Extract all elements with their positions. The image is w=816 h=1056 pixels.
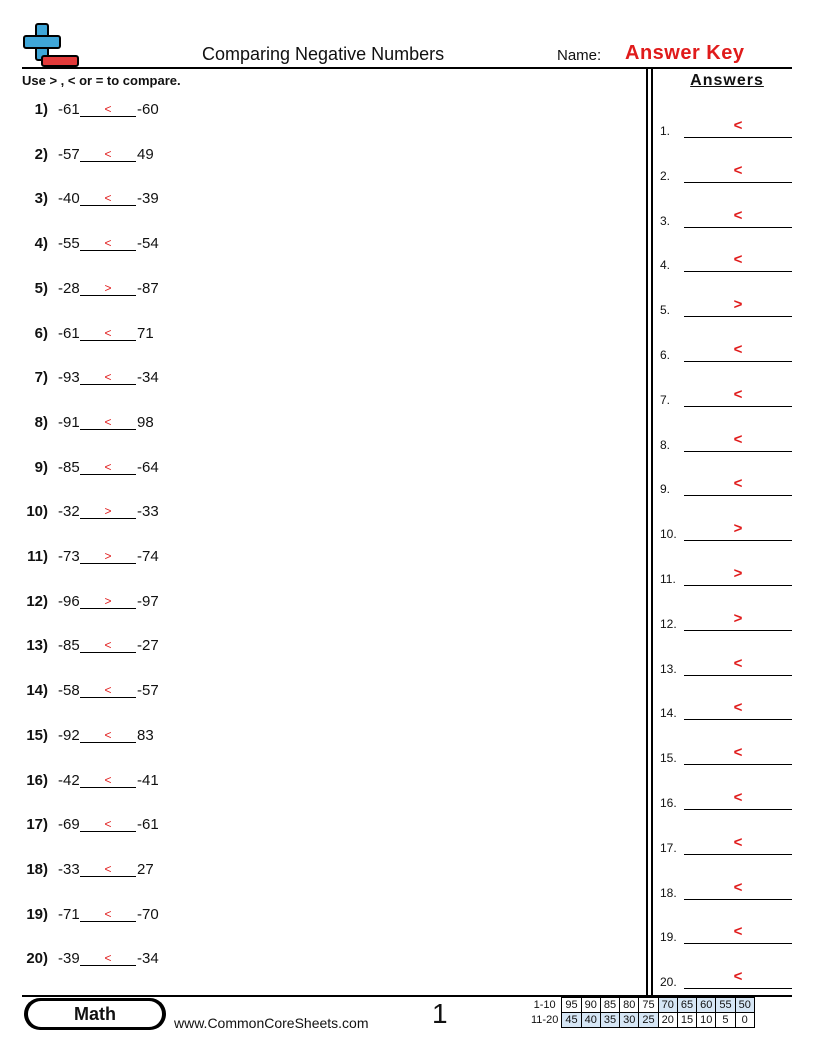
page-title: Comparing Negative Numbers xyxy=(202,44,445,64)
answer-blank[interactable] xyxy=(80,742,136,743)
right-number: -87 xyxy=(137,279,159,297)
problem-number: 2) xyxy=(34,145,48,163)
left-number: -39 xyxy=(58,950,80,968)
answer-blank[interactable] xyxy=(80,205,136,206)
right-number: -64 xyxy=(137,458,159,476)
problem-number: 19) xyxy=(26,905,48,923)
answer-number: 7. xyxy=(660,392,671,407)
answer-row xyxy=(660,296,792,318)
answer-value: < xyxy=(733,341,743,358)
answer-blank[interactable] xyxy=(80,563,136,564)
answer-number: 12. xyxy=(660,616,677,631)
left-number: -55 xyxy=(58,235,80,253)
problem-number: 20) xyxy=(26,950,48,968)
answer-blank[interactable] xyxy=(80,161,136,162)
answer-number: 1. xyxy=(660,124,671,138)
name-label: Name: xyxy=(557,47,602,64)
answer-value: < xyxy=(733,744,743,762)
right-number: -61 xyxy=(137,816,159,834)
right-number: 98 xyxy=(137,413,154,431)
header-rule xyxy=(22,67,792,69)
left-number: -69 xyxy=(58,816,80,834)
score-cell: 5 xyxy=(716,1013,735,1028)
answer-value: < xyxy=(733,475,743,493)
score-cell: 40 xyxy=(581,1013,600,1028)
answer-blank[interactable] xyxy=(80,340,136,341)
answer-number: 8. xyxy=(660,437,671,452)
answer-blank[interactable] xyxy=(80,295,136,296)
score-cell: 55 xyxy=(716,998,735,1013)
answer-number: 3. xyxy=(660,213,671,228)
answer-value: > xyxy=(733,520,743,538)
answer-blank[interactable] xyxy=(80,384,136,385)
left-number: -91 xyxy=(58,413,80,431)
answer-row xyxy=(660,341,792,363)
subject-label: Math xyxy=(28,1001,162,1027)
score-cell: 75 xyxy=(639,998,658,1013)
answer-row xyxy=(660,789,792,811)
score-range-label: 11-20 xyxy=(531,1014,559,1026)
answer-number: 16. xyxy=(660,796,677,810)
answer-row xyxy=(660,386,792,408)
answer-value: < xyxy=(733,117,743,134)
answer-value: < xyxy=(733,699,743,717)
answer-value: > xyxy=(733,296,743,314)
answer-line[interactable] xyxy=(684,271,792,272)
problem-number: 18) xyxy=(26,860,48,878)
answer-sign: < xyxy=(104,727,112,742)
answer-value: < xyxy=(733,251,743,269)
answer-number: 19. xyxy=(660,930,677,945)
score-range-label: 1-10 xyxy=(533,999,556,1011)
answer-number: 18. xyxy=(660,885,677,900)
left-number: -85 xyxy=(58,458,80,476)
answer-blank[interactable] xyxy=(80,876,136,877)
answer-sign: > xyxy=(104,593,112,608)
answer-sign: > xyxy=(104,280,112,295)
answer-row xyxy=(660,565,792,587)
answer-line[interactable] xyxy=(684,899,792,900)
column-divider xyxy=(651,67,653,996)
answer-row xyxy=(660,744,792,766)
answer-sign: < xyxy=(104,370,112,385)
answer-value: < xyxy=(733,430,743,448)
problem-number: 14) xyxy=(26,682,48,700)
score-cell: 45 xyxy=(562,1013,581,1028)
score-cell: 35 xyxy=(600,1013,619,1028)
left-number: -92 xyxy=(58,726,80,744)
right-number: 71 xyxy=(137,324,154,342)
score-row xyxy=(528,1013,754,1028)
answer-number: 17. xyxy=(660,840,677,855)
answer-line[interactable] xyxy=(684,361,792,362)
right-number: -70 xyxy=(137,905,159,923)
answer-sign: < xyxy=(104,236,112,251)
answer-line[interactable] xyxy=(684,675,792,676)
problem-number: 16) xyxy=(26,771,48,789)
answer-value: < xyxy=(733,385,743,403)
right-number: -74 xyxy=(137,548,159,565)
problem-number: 6) xyxy=(34,324,48,342)
right-number: -60 xyxy=(137,101,159,118)
answer-line[interactable] xyxy=(684,854,792,855)
answer-row xyxy=(660,431,792,453)
score-cell: 25 xyxy=(639,1013,658,1028)
answer-row xyxy=(660,520,792,542)
answer-line[interactable] xyxy=(684,137,792,138)
answer-line[interactable] xyxy=(684,809,792,810)
answer-value: > xyxy=(733,565,743,582)
answer-number: 2. xyxy=(660,168,671,183)
left-number: -73 xyxy=(58,548,80,565)
answer-row xyxy=(660,923,792,945)
answer-line[interactable] xyxy=(684,406,792,407)
right-number: -54 xyxy=(137,235,159,253)
answer-row xyxy=(660,968,792,990)
answer-value: < xyxy=(733,654,743,672)
answer-blank[interactable] xyxy=(80,116,136,117)
answer-value: < xyxy=(733,968,743,986)
right-number: -27 xyxy=(137,637,159,655)
answer-row xyxy=(660,655,792,677)
answer-line[interactable] xyxy=(684,227,792,228)
answer-blank[interactable] xyxy=(80,652,136,653)
right-number: 49 xyxy=(137,145,154,163)
problem-number: 8) xyxy=(34,413,48,431)
problem-number: 11) xyxy=(27,548,48,565)
score-cell: 60 xyxy=(697,998,716,1013)
answer-number: 20. xyxy=(660,975,677,990)
problem-number: 17) xyxy=(26,816,48,834)
answer-number: 13. xyxy=(660,661,677,676)
answer-row xyxy=(660,879,792,901)
score-cell: 70 xyxy=(658,998,677,1013)
problem-number: 5) xyxy=(34,279,48,297)
answer-blank[interactable] xyxy=(80,474,136,475)
answer-sign: < xyxy=(104,683,112,698)
answer-value: < xyxy=(733,206,743,224)
answer-line[interactable] xyxy=(684,451,792,452)
answer-value: < xyxy=(733,878,743,896)
answer-number: 14. xyxy=(660,706,677,721)
website-link[interactable]: www.CommonCoreSheets.com xyxy=(174,1015,369,1031)
left-number: -85 xyxy=(58,637,80,655)
plus-minus-logo-icon xyxy=(22,22,80,68)
answer-sign: < xyxy=(104,861,112,876)
column-divider xyxy=(646,67,648,996)
score-cell: 85 xyxy=(600,998,619,1013)
answer-blank[interactable] xyxy=(80,608,136,609)
answers-heading: Answers xyxy=(690,72,764,89)
answer-line[interactable] xyxy=(684,988,792,989)
answer-value: > xyxy=(733,609,743,627)
problem-number: 13) xyxy=(26,637,48,655)
score-table xyxy=(528,997,755,1028)
right-number: -34 xyxy=(137,369,159,387)
score-cell: 95 xyxy=(562,998,581,1013)
answer-number: 15. xyxy=(660,751,677,766)
answer-line[interactable] xyxy=(684,719,792,720)
answer-sign: < xyxy=(104,191,112,206)
answer-line[interactable] xyxy=(684,182,792,183)
left-number: -58 xyxy=(58,682,80,700)
answer-row xyxy=(660,834,792,856)
answer-sign: < xyxy=(104,638,112,653)
left-number: -42 xyxy=(58,771,80,789)
left-number: -57 xyxy=(58,145,80,163)
score-cell: 10 xyxy=(697,1013,716,1028)
problem-number: 10) xyxy=(26,503,48,521)
left-number: -28 xyxy=(58,279,80,297)
answer-sign: < xyxy=(104,146,112,161)
answer-sign: < xyxy=(104,772,112,787)
answer-number: 6. xyxy=(660,348,671,362)
score-cell: 80 xyxy=(620,998,639,1013)
answer-row xyxy=(660,117,792,139)
answer-sign: > xyxy=(104,504,112,519)
problem-number: 3) xyxy=(34,190,48,208)
answer-sign: < xyxy=(104,906,112,921)
answer-line[interactable] xyxy=(684,630,792,631)
right-number: -33 xyxy=(137,503,159,521)
answer-line[interactable] xyxy=(684,585,792,586)
answer-value: < xyxy=(733,833,743,851)
problem-number: 9) xyxy=(34,458,48,476)
answer-blank[interactable] xyxy=(80,787,136,788)
answer-blank[interactable] xyxy=(80,697,136,698)
answer-row xyxy=(660,475,792,497)
answer-blank[interactable] xyxy=(80,965,136,966)
instructions: Use > , < or = to compare. xyxy=(22,73,181,88)
answer-blank[interactable] xyxy=(80,429,136,430)
answer-number: 11. xyxy=(660,572,676,586)
answer-sign: < xyxy=(104,102,112,116)
answer-blank[interactable] xyxy=(80,250,136,251)
answer-line[interactable] xyxy=(684,764,792,765)
problem-number: 7) xyxy=(34,369,48,387)
answer-row xyxy=(660,162,792,184)
right-number: 27 xyxy=(137,860,154,878)
answer-sign: < xyxy=(104,325,112,340)
answer-blank[interactable] xyxy=(80,831,136,832)
answer-number: 9. xyxy=(660,482,671,497)
right-number: -57 xyxy=(137,682,159,700)
score-cell: 65 xyxy=(677,998,696,1013)
right-number: -97 xyxy=(137,592,159,610)
score-cell: 50 xyxy=(735,998,754,1013)
answer-key-label: Answer Key xyxy=(625,42,745,64)
problem-number: 4) xyxy=(34,235,48,253)
left-number: -32 xyxy=(58,503,80,521)
right-number: -34 xyxy=(137,950,159,968)
answer-number: 5. xyxy=(660,303,671,318)
score-cell: 90 xyxy=(581,998,600,1013)
page-number: 1 xyxy=(432,998,448,1029)
answer-row xyxy=(660,699,792,721)
answer-sign: < xyxy=(104,817,112,832)
left-number: -33 xyxy=(58,860,80,878)
answer-blank[interactable] xyxy=(80,921,136,922)
answer-line[interactable] xyxy=(684,943,792,944)
answer-row xyxy=(660,610,792,632)
right-number: -41 xyxy=(137,771,159,789)
answer-value: < xyxy=(733,923,743,941)
answer-number: 10. xyxy=(660,527,677,542)
score-row xyxy=(528,998,754,1013)
problem-number: 12) xyxy=(26,592,48,610)
right-number: -39 xyxy=(137,190,159,208)
answer-line[interactable] xyxy=(684,316,792,317)
answer-value: < xyxy=(733,789,743,806)
answer-blank[interactable] xyxy=(80,518,136,519)
left-number: -96 xyxy=(58,592,80,610)
problem-number: 1) xyxy=(34,101,48,118)
answer-line[interactable] xyxy=(684,540,792,541)
left-number: -71 xyxy=(58,905,80,923)
answer-sign: < xyxy=(104,459,112,474)
answer-number: 4. xyxy=(660,258,671,273)
answer-row xyxy=(660,207,792,229)
left-number: -40 xyxy=(58,190,80,208)
answer-line[interactable] xyxy=(684,495,792,496)
score-cell: 0 xyxy=(735,1013,754,1028)
score-cell: 15 xyxy=(677,1013,696,1028)
problem-number: 15) xyxy=(26,726,48,744)
answer-value: < xyxy=(733,161,743,179)
score-cell: 30 xyxy=(620,1013,639,1028)
left-number: -93 xyxy=(58,369,80,387)
answer-sign: > xyxy=(104,549,112,563)
answer-sign: < xyxy=(104,951,112,966)
left-number: -61 xyxy=(58,324,80,342)
answer-sign: < xyxy=(104,414,112,429)
score-cell: 20 xyxy=(658,1013,677,1028)
left-number: -61 xyxy=(58,101,80,118)
right-number: 83 xyxy=(137,726,154,744)
answer-row xyxy=(660,251,792,273)
